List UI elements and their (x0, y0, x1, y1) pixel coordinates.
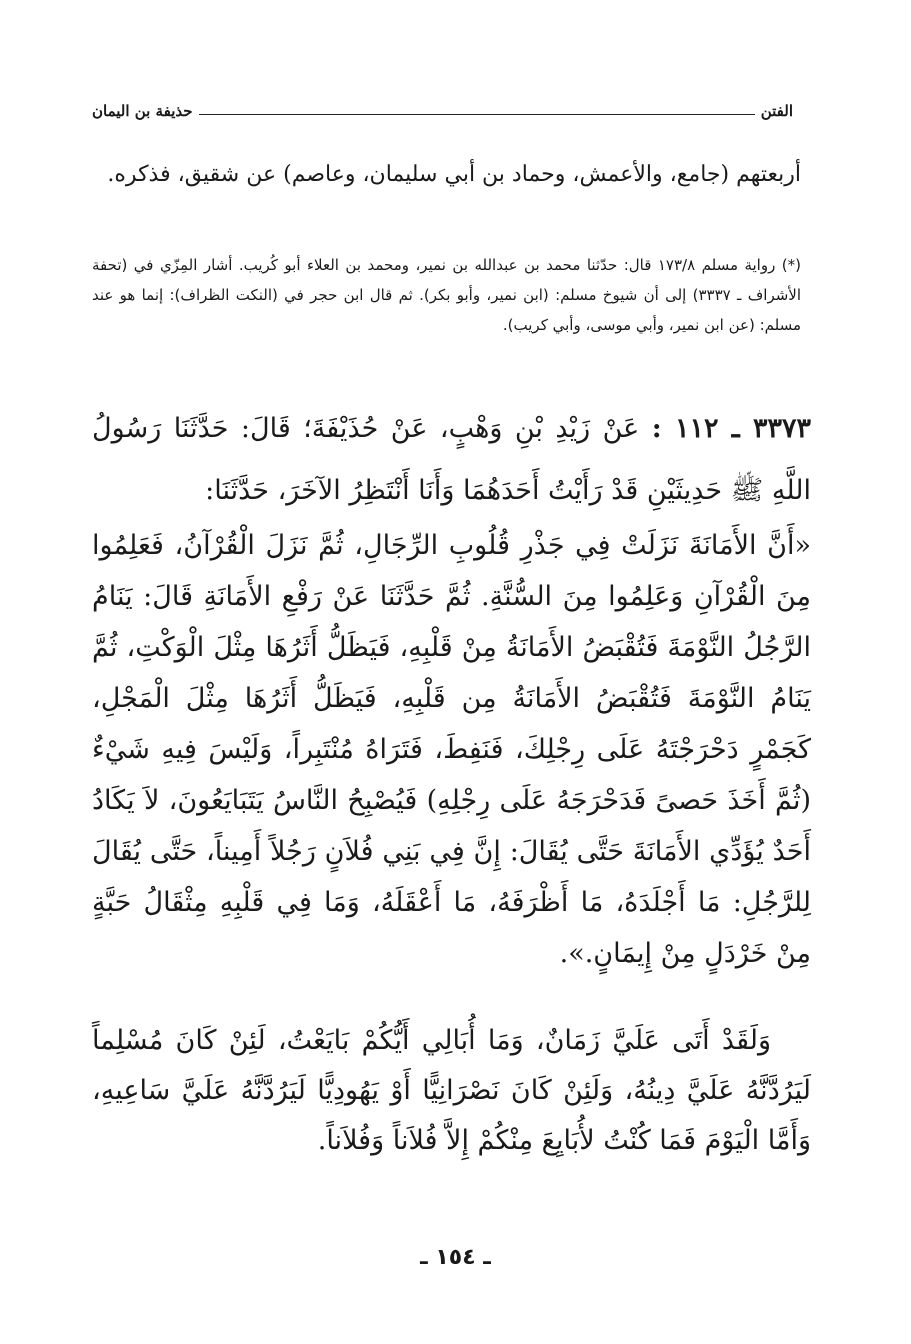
footnote: (*) رواية مسلم ١٧٣/٨ قال: حدّثنا محمد بن عبدالله بن نمير، ومحمد بن العلاء أبو كُريب. أشار المِزّي في (تحفة الأشراف ـ ٣٣٣٧) إلى أن شيوخ مسلم: (ابن نمير، وأبو بكر). ثم قال ابن حجر في (النكت الظراف): إنما هو عند مسلم: (عن ابن نمير، وأبي موسى، وأبي كريب). (92, 256, 802, 334)
closing-text: وَلَقَدْ أَتَى عَلَيَّ زَمَانٌ، وَمَا أُبَالِي أَيُّكُمْ بَايَعْتُ، لَئِنْ كَانَ مُسْلِماً لَيَرُدَّنَّهُ عَلَيَّ دِينُهُ، وَلَئِنْ كَانَ نَصْرَانِيًّا أَوْ يَهُودِيًّا لَيَرُدَّنَّهُ عَلَيَّ سَاعِيهِ، وَأَمَّا الْيَوْمَ فَمَا كُنْتُ لأُبَايِعَ مِنْكُمْ إِلاَّ فُلاَناً وَفُلاَناً. (92, 1025, 811, 1156)
running-header (92, 92, 793, 120)
intro-paragraph: أربعتهم (جامع، والأعمش، وحماد بن أبي سليمان، وعاصم) عن شقيق، فذكره. (107, 162, 801, 187)
page-number: ـ ١٥٤ ـ (420, 1245, 491, 1270)
chapter-title: حذيفة بن اليمان (92, 102, 193, 120)
hadith-matn: «أَنَّ الأَمَانَةَ نَزَلَتْ فِي جَذْرِ قُلُوبِ الرِّجَالِ، ثُمَّ نَزَلَ الْقُرْآنُ، فَعَلِمُوا مِنَ الْقُرْآنِ وَعَلِمُوا مِنَ السُّنَّةِ. ثُمَّ حَدَّثَنَا عَنْ رَفْعِ الأَمَانَةِ قَالَ: يَنَامُ الرَّجُلُ النَّوْمَةَ فَتُقْبَضُ الأَمَانَةُ مِنْ قَلْبِهِ، فَيَظَلُّ أَثَرُهَا مِثْلَ الْوَكْتِ، ثُمَّ يَنَامُ النَّوْمَةَ فَتُقْبَضُ الأَمَانَةُ مِن قَلْبِهِ، فَيَظَلُّ أَثَرُهَا مِثْلَ الْمَجْلِ، كَجَمْرٍ دَحْرَجْتَهُ عَلَى رِجْلِكَ، فَنَفِطَ، فَتَرَاهُ مُنْتَبِراً، وَلَيْسَ فِيهِ شَيْءٌ (ثُمَّ أَخَذَ حَصىً فَدَحْرَجَهُ عَلَى رِجْلِهِ) فَيُصْبِحُ النَّاسُ يَتَبَايَعُونَ، لاَ يَكَادُ أَحَدٌ يُؤَدِّي الأَمَانَةَ حَتَّى يُقَالَ: إِنَّ فِي بَنِي فُلاَنٍ رَجُلاً أَمِيناً، حَتَّى يُقَالَ لِلرَّجُلِ: مَا أَجْلَدَهُ، مَا أَظْرَفَهُ، مَا أَعْقَلَهُ، وَمَا فِي قَلْبِهِ مِثْقَالُ حَبَّةٍ مِنْ خَرْدَلٍ مِنْ إِيمَانٍ.». (92, 530, 811, 969)
hadith-number: ٣٣٧٣ ـ ١١٢ : (651, 413, 811, 444)
section-title: الفتن (760, 102, 793, 120)
header-rule (199, 114, 755, 115)
closing-paragraph (92, 1016, 811, 1166)
hadith-isnad-paragraph (92, 398, 811, 522)
hadith-isnad: عَنْ زَيْدِ بْنِ وَهْبٍ، عَنْ حُذَيْفَةَ؛ قَالَ: حَدَّثَنَا رَسُولُ اللَّهِ ﷺ حَدِيثَيْنِ قَدْ رَأَيْتُ أَحَدَهُمَا وَأَنَا أَنْتَظِرُ الآخَرَ، حَدَّثَنَا: (92, 413, 811, 506)
